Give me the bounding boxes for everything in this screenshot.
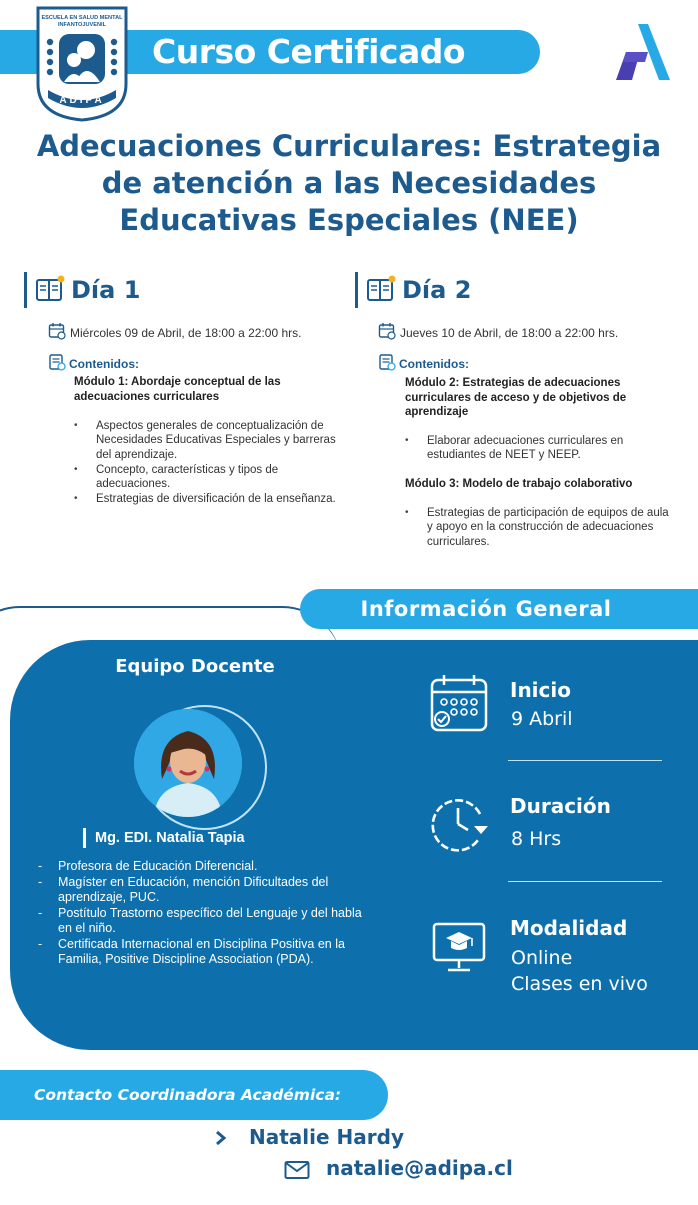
- team-title: Equipo Docente: [115, 656, 275, 677]
- day2-module2-title: Módulo 2: Estrategias de adecuaciones curriculares de acceso y de objetivos de aprendizaje: [405, 377, 627, 418]
- day1-module1-title: Módulo 1: Abordaje conceptual de las adecuaciones curriculares: [74, 376, 281, 403]
- contact-heading: Contacto Coordinadora Académica:: [34, 1086, 342, 1104]
- list-item: • Elaborar adecuaciones curriculares en estudiantes de NEET y NEEP.: [403, 434, 673, 463]
- clock-icon: [428, 794, 490, 859]
- day2-date: Jueves 10 de Abril, de 18:00 a 22:00 hrs.: [400, 325, 619, 340]
- course-title-line: Educativas Especiales (NEE): [119, 203, 579, 237]
- adipa-brand-mark-icon: [612, 22, 672, 82]
- calendar-icon: [48, 322, 66, 343]
- day2-header: [355, 272, 471, 308]
- list-item: - Profesora de Educación Diferencial.: [36, 859, 376, 875]
- day1-module1-list: [72, 419, 352, 508]
- list-item: • Estrategias de participación de equipos de aula y apoyo en la construcción de adecuaciones curriculares.: [403, 506, 675, 549]
- calendar-book-icon: [35, 274, 65, 307]
- contact-name: Natalie Hardy: [249, 1125, 404, 1149]
- chevron-right-icon: [214, 1129, 228, 1152]
- adipa-logo: [34, 4, 130, 122]
- list-item: • Concepto, características y tipos de adecuaciones.: [72, 463, 352, 492]
- start-label: Inicio: [510, 678, 571, 702]
- day1-label: Día 1: [71, 276, 141, 304]
- contact-email-link[interactable]: natalie@adipa.cl: [326, 1156, 513, 1180]
- online-class-icon: [430, 916, 488, 981]
- list-item: - Certificada Internacional en Disciplina Positiva en la Familia, Positive Discipline Association (PDA).: [36, 937, 376, 968]
- svg-text:INFANTOJUVENIL: INFANTOJUVENIL: [57, 22, 107, 28]
- mode-value-live: Clases en vivo: [511, 973, 648, 995]
- day2-section: [355, 272, 471, 308]
- teacher-name: Mg. EDI. Natalia Tapia: [83, 828, 245, 848]
- day2-contents-header: [378, 353, 469, 374]
- duration-value: 8 Hrs: [511, 828, 562, 850]
- day1-section: [24, 272, 140, 308]
- day2-module3-title: Módulo 3: Modelo de trabajo colaborativo: [405, 478, 633, 490]
- svg-text:ADIPA: ADIPA: [59, 95, 105, 106]
- list-item: • Estrategias de diversificación de la enseñanza.: [72, 492, 352, 506]
- course-badge: Curso Certificado: [152, 32, 466, 71]
- start-value: 9 Abril: [511, 708, 573, 730]
- mode-label: Modalidad: [510, 916, 628, 940]
- list-item: • Aspectos generales de conceptualización de Necesidades Educativas Especiales y barreras del aprendizaje.: [72, 419, 352, 462]
- course-title: [20, 128, 678, 239]
- calendar-icon: [378, 322, 396, 343]
- document-check-icon: [378, 353, 396, 374]
- day1-contents-label: Contenidos:: [69, 356, 139, 371]
- teacher-bio-list: [36, 859, 376, 968]
- day2-date-row: [378, 322, 618, 343]
- day1-header: [24, 272, 140, 308]
- list-item: - Postítulo Trastorno específico del Lenguaje y del habla en el niño.: [36, 906, 376, 937]
- mode-value-online: Online: [511, 947, 573, 969]
- divider: [508, 760, 662, 761]
- info-heading: Información General: [360, 597, 612, 621]
- duration-label: Duración: [510, 794, 611, 818]
- day2-module3-list: [403, 506, 675, 550]
- day2-module2-list: [403, 434, 673, 464]
- course-title-line: Adecuaciones Curriculares: Estrategia: [36, 129, 662, 163]
- document-check-icon: [48, 353, 66, 374]
- mail-icon: [284, 1160, 310, 1185]
- day2-label: Día 2: [402, 276, 472, 304]
- svg-text:ESCUELA EN SALUD MENTAL: ESCUELA EN SALUD MENTAL: [41, 15, 123, 21]
- divider: [508, 881, 662, 882]
- course-title-line: de atención a las Necesidades: [101, 166, 597, 200]
- day2-contents-label: Contenidos:: [399, 356, 469, 371]
- day1-date: Miércoles 09 de Abril, de 18:00 a 22:00 hrs.: [70, 325, 302, 340]
- teacher-photo: [134, 709, 242, 817]
- list-item: - Magíster en Educación, mención Dificultades del aprendizaje, PUC.: [36, 875, 376, 906]
- day1-contents-header: [48, 353, 139, 374]
- calendar-grid-icon: [428, 672, 490, 739]
- day1-date-row: [48, 322, 301, 343]
- calendar-book-icon: [366, 274, 396, 307]
